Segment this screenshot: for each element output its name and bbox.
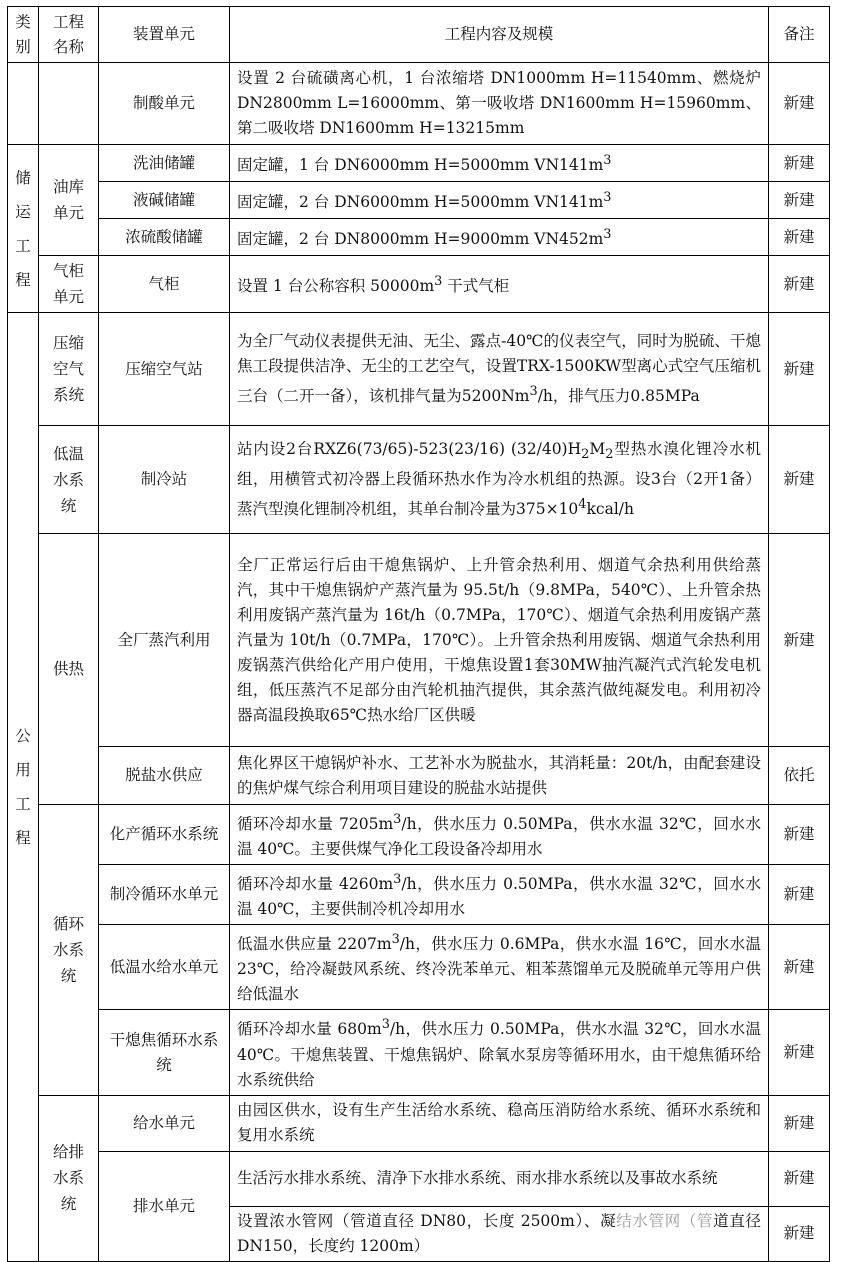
remark-cell: 依托 bbox=[769, 747, 830, 805]
table-row bbox=[8, 1010, 830, 1095]
unit-cell: 压缩空气站 bbox=[99, 313, 230, 426]
name-cell: 压缩空气系统 bbox=[39, 313, 99, 426]
header-project-name: 工程名称 bbox=[39, 7, 99, 63]
remark-cell: 新建 bbox=[769, 865, 830, 925]
table-row bbox=[8, 426, 830, 534]
remark-cell: 新建 bbox=[769, 219, 830, 256]
table-row bbox=[8, 219, 830, 256]
table-row bbox=[8, 182, 830, 219]
table-row bbox=[8, 747, 830, 805]
unit-cell: 给水单元 bbox=[99, 1095, 230, 1151]
content-cell: 焦化界区干熄锅炉补水、工艺补水为脱盐水，其消耗量：20t/h，由配套建设的焦炉煤气综合利用项目建设的脱盐水站提供 bbox=[230, 747, 769, 805]
name-cell: 给排水系统 bbox=[39, 1095, 99, 1261]
content-cell: 全厂正常运行后由干熄焦锅炉、上升管余热利用、烟道气余热利用供给蒸汽，其中干熄焦锅炉产蒸汽量为 95.5t/h（9.8MPa，540℃）、上升管余热利用废锅产蒸汽量为 16t/h（0.7MPa，170℃）、烟道气余热利用废锅产蒸汽量为 10t/h（0.7MPa，170℃）。上升管余热利用废锅、烟道气余热利用废锅蒸汽供给化产用户使用，干熄焦设置1套30MW抽汽凝汽式汽轮发电机组，低压蒸汽不足部分由汽轮机抽汽提供，其余蒸汽做纯凝发电。利用初冷器高温段换取65℃热水给厂区供暖 bbox=[230, 534, 769, 747]
header-remark: 备注 bbox=[769, 7, 830, 63]
unit-cell: 低温水给水单元 bbox=[99, 925, 230, 1010]
table-header-row bbox=[8, 7, 830, 63]
unit-cell: 化产循环水系统 bbox=[99, 805, 230, 865]
table-row bbox=[8, 865, 830, 925]
content-cell: 固定罐，1 台 DN6000mm H=5000mm $VN141m^3$ bbox=[230, 145, 769, 182]
unit-cell: 制冷循环水单元 bbox=[99, 865, 230, 925]
table-row bbox=[8, 313, 830, 426]
remark-cell: 新建 bbox=[769, 925, 830, 1010]
content-cell: 固定罐，2 台 DN8000mm H=9000mm $VN452m^3$ bbox=[230, 219, 769, 256]
content-cell: 设置浓水管网（管道直径 DN80，长度 2500m）、凝结水管网（管道直径 DN150，长度约 1200m） bbox=[230, 1206, 769, 1261]
content-cell: 生活污水排水系统、清净下水排水系统、雨水排水系统以及事故水系统 bbox=[230, 1151, 769, 1206]
unit-cell: 全厂蒸汽利用 bbox=[99, 534, 230, 747]
content-cell: 循环冷却水量 $7205m^3/h$，供水压力 0.50MPa，供水水温 32℃，回水水温 40℃。主要供煤气净化工段设备冷却用水 bbox=[230, 805, 769, 865]
table-row bbox=[8, 145, 830, 182]
name-cell: 低温水系统 bbox=[39, 426, 99, 534]
remark-cell: 新建 bbox=[769, 426, 830, 534]
remark-cell: 新建 bbox=[769, 805, 830, 865]
remark-cell: 新建 bbox=[769, 63, 830, 145]
table-row bbox=[8, 1151, 830, 1206]
content-cell: 为全厂气动仪表提供无油、无尘、露点-40℃的仪表空气，同时为脱硫、干熄焦工段提供洁净、无尘的工艺空气，设置TRX-1500KW型离心式空气压缩机三台（二开一备），该机排气量为5200Nm$^3$/h，排气压力0.85MPa bbox=[230, 313, 769, 426]
content-cell: 循环冷却水量 $680m^3/h$，供水压力 0.50MPa，供水水温 32℃，回水水温 40℃。干熄焦装置、干熄焦锅炉、除氧水泵房等循环用水，由干熄焦循环给水系统供给 bbox=[230, 1010, 769, 1095]
table-row bbox=[8, 534, 830, 747]
unit-cell: 脱盐水供应 bbox=[99, 747, 230, 805]
unit-cell: 洗油储罐 bbox=[99, 145, 230, 182]
name-cell: 循环水系统 bbox=[39, 805, 99, 1096]
content-cell: 设置 1 台公称容积 $50000m^3$ 干式气柜 bbox=[230, 256, 769, 313]
table-row bbox=[8, 256, 830, 313]
header-content: 工程内容及规模 bbox=[230, 7, 769, 63]
unit-cell: 气柜 bbox=[99, 256, 230, 313]
remark-cell: 新建 bbox=[769, 145, 830, 182]
header-unit: 装置单元 bbox=[99, 7, 230, 63]
name-cell: 气柜单元 bbox=[39, 256, 99, 313]
content-cell: 低温水供应量 $2207m^3/h$，供水压力 0.6MPa，供水水温 16℃，回水水温 23℃，给冷凝鼓风系统、终冷洗苯单元、粗苯蒸馏单元及脱硫单元等用户供给低温水 bbox=[230, 925, 769, 1010]
table-row bbox=[8, 925, 830, 1010]
unit-cell: 排水单元 bbox=[99, 1151, 230, 1261]
content-cell: 由园区供水，设有生产生活给水系统、稳高压消防给水系统、循环水系统和复用水系统 bbox=[230, 1095, 769, 1151]
header-category: 类别 bbox=[8, 7, 39, 63]
name-cell-empty bbox=[39, 63, 99, 145]
remark-cell: 新建 bbox=[769, 1151, 830, 1206]
remark-cell: 新建 bbox=[769, 256, 830, 313]
table-row bbox=[8, 805, 830, 865]
watermark-text: 结水管网（管 bbox=[616, 1211, 714, 1230]
remark-cell: 新建 bbox=[769, 1206, 830, 1261]
unit-cell: 干熄焦循环水系统 bbox=[99, 1010, 230, 1095]
unit-cell: 制冷站 bbox=[99, 426, 230, 534]
name-cell: 油库单元 bbox=[39, 145, 99, 256]
remark-cell: 新建 bbox=[769, 1095, 830, 1151]
category-cell: 公用工程 bbox=[8, 313, 39, 1262]
content-cell: 循环冷却水量 $4260m^3/h$，供水压力 0.50MPa，供水水温 32℃，回水水温 40℃，主要供制冷机冷却用水 bbox=[230, 865, 769, 925]
project-table bbox=[7, 6, 830, 1262]
unit-cell: 制酸单元 bbox=[99, 63, 230, 145]
remark-cell: 新建 bbox=[769, 313, 830, 426]
remark-cell: 新建 bbox=[769, 534, 830, 747]
name-cell: 供热 bbox=[39, 534, 99, 805]
category-cell-empty bbox=[8, 63, 39, 145]
remark-cell: 新建 bbox=[769, 182, 830, 219]
unit-cell: 浓硫酸储罐 bbox=[99, 219, 230, 256]
content-cell: 设置 2 台硫磺离心机，1 台浓缩塔 DN1000mm H=11540mm、燃烧炉 DN2800mm L=16000mm、第一吸收塔 DN1600mm H=15960mm、第二吸收塔 DN1600mm H=13215mm bbox=[230, 63, 769, 145]
content-cell: 固定罐，2 台 DN6000mm H=5000mm $VN141m^3$ bbox=[230, 182, 769, 219]
table-row bbox=[8, 1095, 830, 1151]
remark-cell: 新建 bbox=[769, 1010, 830, 1095]
category-cell: 储运工程 bbox=[8, 145, 39, 313]
table-row bbox=[8, 63, 830, 145]
unit-cell: 液碱储罐 bbox=[99, 182, 230, 219]
content-cell: 站内设2台RXZ6(73/65)-523(23/16) $(32/40)H_2M_2$型热水溴化锂冷水机组，用横管式初冷器上段循环热水作为冷水机组的热源。设3台（2开1备）蒸汽型溴化锂制冷机组，其单台制冷量为$375\times 10^4kcal/h$ bbox=[230, 426, 769, 534]
